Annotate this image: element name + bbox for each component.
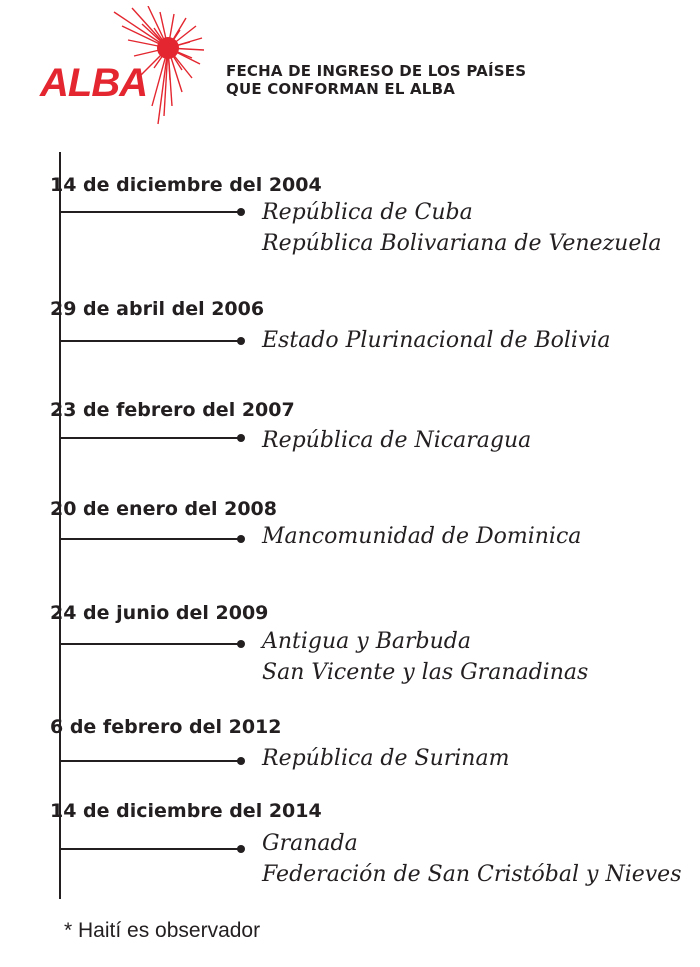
timeline-date: 29 de abril del 2006 <box>50 298 265 320</box>
timeline-dot-icon <box>237 640 245 648</box>
timeline-connector <box>60 643 238 645</box>
timeline-connector <box>60 340 238 342</box>
timeline-connector <box>60 437 238 439</box>
timeline-dot-icon <box>237 434 245 442</box>
timeline-dot-icon <box>237 208 245 216</box>
country-name: República Bolivariana de Venezuela <box>262 231 662 256</box>
timeline-date: 23 de febrero del 2007 <box>50 399 295 421</box>
country-name: Granada <box>262 831 358 856</box>
timeline-dot-icon <box>237 845 245 853</box>
timeline-connector <box>60 538 238 540</box>
country-name: República de Cuba <box>262 200 473 225</box>
timeline-connector <box>60 760 238 762</box>
alba-logo-graphic <box>36 6 226 126</box>
timeline-date: 14 de diciembre del 2014 <box>50 800 322 822</box>
logo-text: ALBA <box>40 61 148 105</box>
page-title-line-1: FECHA DE INGRESO DE LOS PAÍSES <box>226 62 527 80</box>
country-name: Antigua y Barbuda <box>262 629 471 654</box>
country-name: San Vicente y las Granadinas <box>262 660 589 685</box>
sun-core-icon <box>157 37 179 59</box>
country-name: Mancomunidad de Dominica <box>262 524 582 549</box>
country-name: Federación de San Cristóbal y Nieves <box>262 862 682 887</box>
timeline-connector <box>60 848 238 850</box>
page-title <box>226 62 526 98</box>
country-name: República de Surinam <box>262 746 510 771</box>
country-name: República de Nicaragua <box>262 428 532 453</box>
timeline-dot-icon <box>237 535 245 543</box>
timeline-date: 6 de febrero del 2012 <box>50 716 282 738</box>
footnote: * Haití es observador <box>64 919 261 942</box>
country-name: Estado Plurinacional de Bolivia <box>262 328 611 353</box>
timeline-axis <box>59 152 61 899</box>
timeline-date: 20 de enero del 2008 <box>50 498 277 520</box>
timeline-date: 14 de diciembre del 2004 <box>50 174 322 196</box>
timeline-dot-icon <box>237 757 245 765</box>
alba-logo <box>36 6 226 126</box>
page-title-line-2: QUE CONFORMAN EL ALBA <box>226 80 456 98</box>
timeline-connector <box>60 211 238 213</box>
timeline-dot-icon <box>237 337 245 345</box>
timeline-date: 24 de junio del 2009 <box>50 602 269 624</box>
